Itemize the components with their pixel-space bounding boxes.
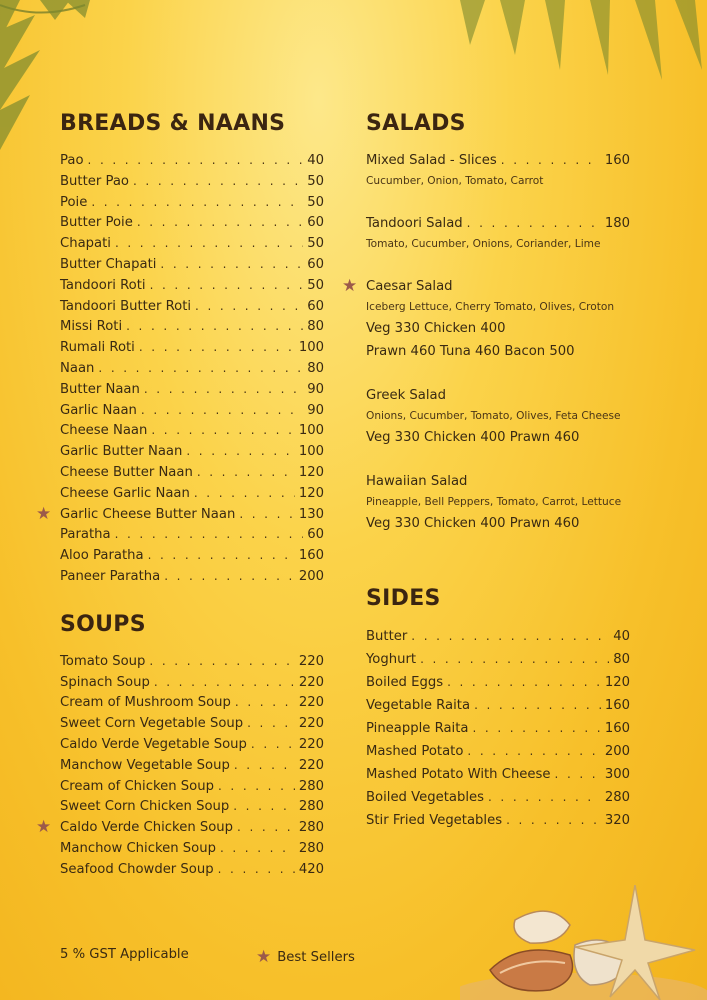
salad-description: Tomato, Cucumber, Onions, Coriander, Lime [366,237,601,250]
salad-name: Hawaiian Salad [366,473,468,489]
menu-item: Pineapple Raita . . . 160 [366,717,630,740]
menu-item: Pao . . . 40 [60,150,324,171]
menu-item: Mashed Potato With Cheese . . . 300 [366,763,630,786]
menu-item: Seafood Chowder Soup . . . 420 [60,859,324,880]
menu-item: Butter Pao . . . 50 [60,171,324,192]
best-sellers-label: Best Sellers [277,949,355,965]
best-sellers-legend [256,947,355,967]
menu-item: Butter Chapati . . . 60 [60,254,324,275]
salad-name-row: Mixed Salad - Slices . . . 160 [366,150,630,171]
soups-list [36,651,324,880]
menu-item-best-seller: ★ Garlic Cheese Butter Naan . . . 130 [60,504,324,525]
menu-item: Caldo Verde Vegetable Soup . . . 220 [60,734,324,755]
left-column [36,110,324,880]
menu-item: Manchow Chicken Soup . . . 280 [60,838,324,859]
menu-item: Stir Fried Vegetables . . . 320 [366,809,630,832]
menu-item: Garlic Naan . . . 90 [60,400,324,421]
palm-leaf-top-right-icon [440,0,707,90]
gst-note: 5 % GST Applicable [60,947,189,962]
salad-description: Pineapple, Bell Peppers, Tomato, Carrot, Lettuce [366,495,622,508]
menu-item: Aloo Paratha . . . 160 [60,545,324,566]
salads-section-title: SALADS [366,111,466,136]
breads-list [36,150,324,587]
menu-item: Butter . . . 40 [366,625,630,648]
soups-section-title: SOUPS [60,611,146,637]
menu-item: Tomato Soup . . . 220 [60,651,324,672]
salad-description: Cucumber, Onion, Tomato, Carrot [366,174,544,187]
salad-prices: Veg 330 Chicken 400 Prawn 460 [366,429,580,445]
star-icon: ★ [342,275,358,296]
salad-item [366,471,630,535]
menu-item: Boiled Eggs . . . 120 [366,671,630,694]
menu-item: Cream of Chicken Soup . . . 280 [60,776,324,797]
menu-item: Cream of Mushroom Soup . . . 220 [60,692,324,713]
menu-item: Missi Roti . . . 80 [60,316,324,337]
breads-section-title: BREADS & NAANS [60,111,286,136]
right-column [342,110,630,557]
menu-item: Cheese Naan . . . 100 [60,420,324,441]
sides-column [366,585,630,832]
menu-item: Mashed Potato . . . 200 [366,740,630,763]
menu-item: Poie . . . 50 [60,192,324,213]
star-icon: ★ [36,503,52,524]
menu-item: Boiled Vegetables . . . 280 [366,786,630,809]
salad-name: Greek Salad [366,387,446,403]
menu-item: Sweet Corn Chicken Soup . . . 280 [60,796,324,817]
menu-item: Rumali Roti . . . 100 [60,337,324,358]
menu-item: Paratha . . . 60 [60,524,324,545]
menu-item: Manchow Vegetable Soup . . . 220 [60,755,324,776]
salad-item-best-seller [342,275,630,363]
salad-prices: Prawn 460 Tuna 460 Bacon 500 [366,343,575,359]
menu-item: Naan . . . 80 [60,358,324,379]
salad-item [366,385,630,449]
menu-item: Butter Poie . . . 60 [60,212,324,233]
seashell-icon [460,885,707,1000]
salad-description: Onions, Cucumber, Tomato, Olives, Feta Cheese [366,409,621,422]
salad-name-row: Tandoori Salad . . . 180 [366,213,630,234]
menu-item: Chapati . . . 50 [60,233,324,254]
sides-section-title: SIDES [366,586,441,611]
menu-item: Cheese Garlic Naan . . . 120 [60,483,324,504]
salad-name: ★ Caesar Salad [342,275,453,296]
menu-item: Butter Naan . . . 90 [60,379,324,400]
menu-item: Sweet Corn Vegetable Soup . . . 220 [60,713,324,734]
menu-item: Spinach Soup . . . 220 [60,672,324,693]
salad-item [366,150,630,191]
menu-item: Vegetable Raita . . . 160 [366,694,630,717]
salads-list [342,150,630,535]
menu-item: Garlic Butter Naan . . . 100 [60,441,324,462]
menu-item: Paneer Paratha . . . 200 [60,566,324,587]
menu-item-best-seller: ★ Caldo Verde Chicken Soup . . . 280 [60,817,324,838]
star-icon: ★ [36,817,52,838]
salad-prices: Veg 330 Chicken 400 [366,320,506,336]
sides-list [366,625,630,832]
menu-item: Tandoori Roti . . . 50 [60,275,324,296]
salad-prices: Veg 330 Chicken 400 Prawn 460 [366,515,580,531]
menu-item: Tandoori Butter Roti . . . 60 [60,296,324,317]
star-icon: ★ [256,947,272,967]
menu-item: Yoghurt . . . 80 [366,648,630,671]
menu-item: Cheese Butter Naan . . . 120 [60,462,324,483]
salad-item [366,213,630,254]
salad-description: Iceberg Lettuce, Cherry Tomato, Olives, Croton [366,300,615,313]
